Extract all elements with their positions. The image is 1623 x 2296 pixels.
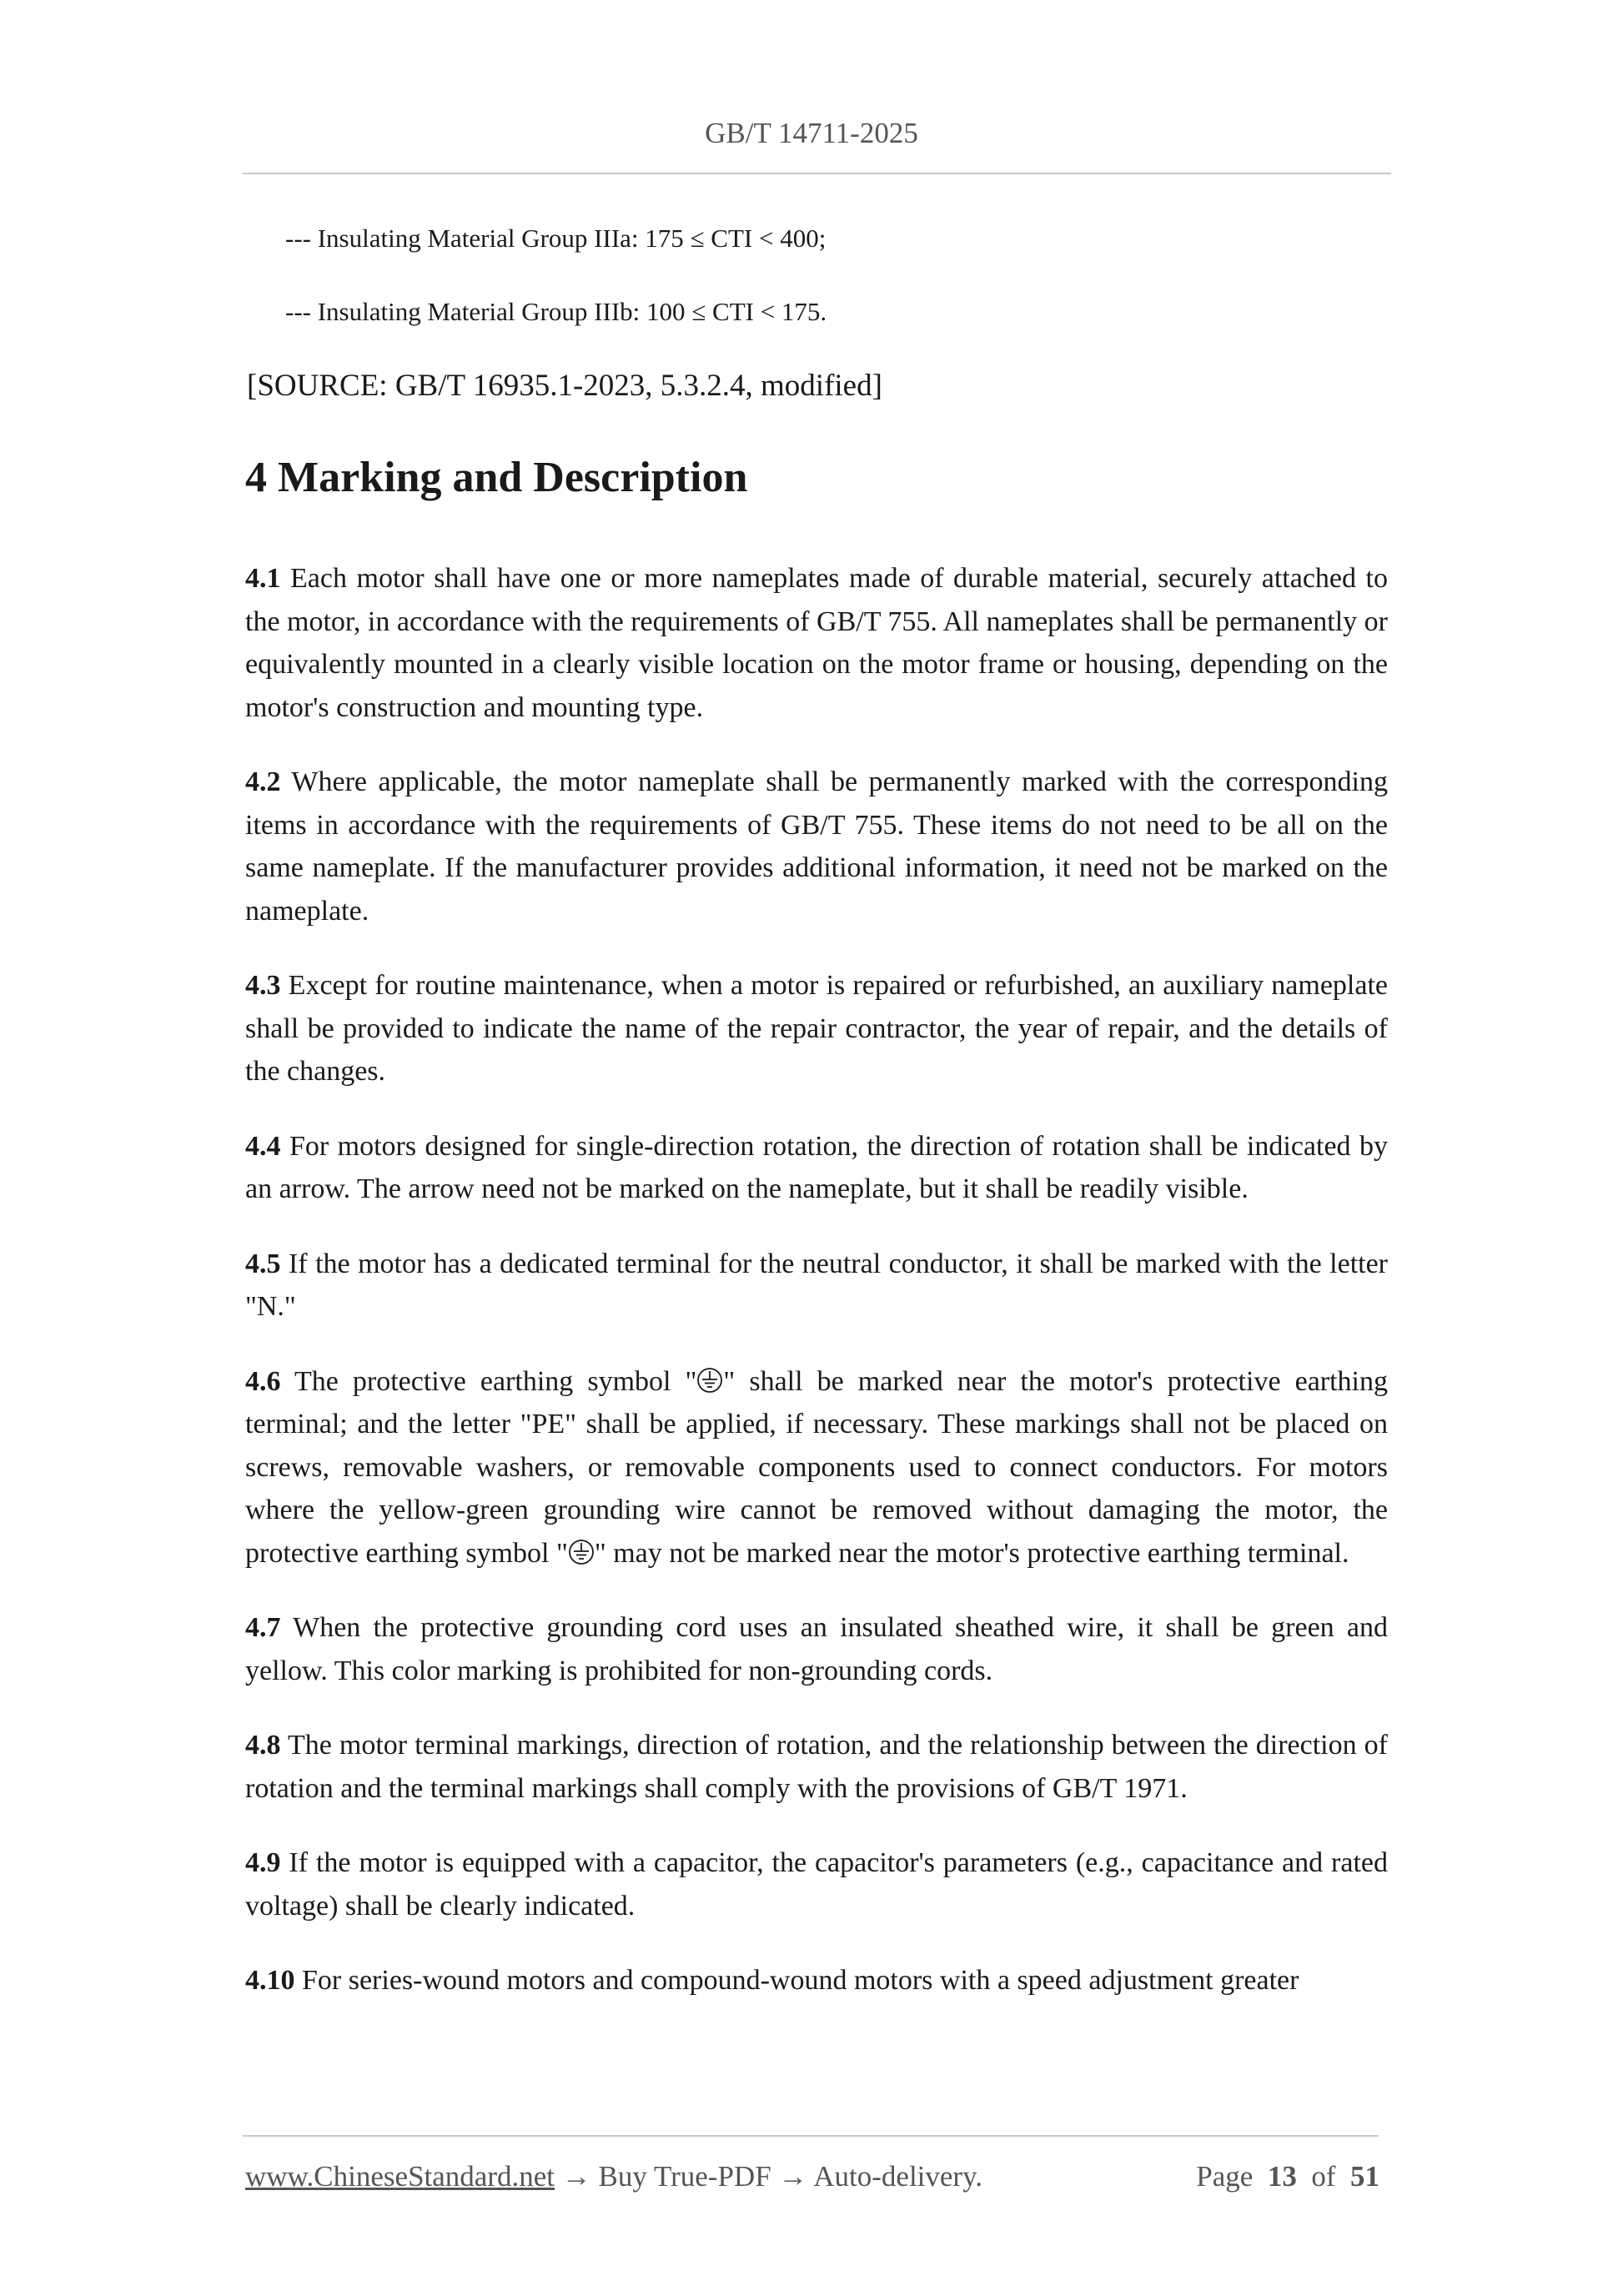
clause-4-8 xyxy=(245,1724,1388,1810)
clause-number: 4.4 xyxy=(245,1130,281,1162)
clause-text: If the motor is equipped with a capacitor, the capacitor's parameters (e.g., capacitance and rated voltage) shall be clearly indicated. xyxy=(245,1847,1388,1922)
list-item-group-iiia: --- Insulating Material Group IIIa: 175 ≤ CTI < 400; xyxy=(285,224,827,253)
arrow-icon: → xyxy=(555,2160,599,2193)
source-citation: [SOURCE: GB/T 16935.1-2023, 5.3.2.4, modified] xyxy=(247,369,882,403)
page-indicator xyxy=(1196,2160,1379,2193)
clause-4-7 xyxy=(245,1606,1388,1692)
arrow-icon: → xyxy=(771,2160,814,2193)
of-label: of xyxy=(1311,2160,1336,2193)
page-header: GB/T 14711-2025 xyxy=(705,117,918,149)
section-heading: 4 Marking and Description xyxy=(245,454,748,501)
clause-4-6 xyxy=(245,1360,1388,1575)
clause-text: The motor terminal markings, direction of rotation, and the relationship between the direction of rotation and the terminal markings shall comply with the provisions of GB/T 1971. xyxy=(245,1730,1388,1804)
clause-number: 4.10 xyxy=(245,1965,295,1996)
clause-4-9 xyxy=(245,1841,1388,1927)
clause-4-2 xyxy=(245,761,1388,932)
clause-number: 4.9 xyxy=(245,1847,281,1878)
clause-number: 4.3 xyxy=(245,970,281,1001)
protective-earth-icon xyxy=(696,1367,723,1394)
page-label: Page xyxy=(1196,2160,1254,2193)
clause-text: Each motor shall have one or more nameplates made of durable material, securely attached to the motor, in accordance with the requirements of GB/T 755. All nameplates shall be permanently or equivalently mounted in a clearly visible location on the motor frame or housing, depending on the motor's construction and mounting type. xyxy=(245,563,1388,723)
clause-text: Except for routine maintenance, when a motor is repaired or refurbished, an auxiliary nameplate shall be provided to indicate the name of the repair contractor, the year of repair, and the details of the changes. xyxy=(245,970,1388,1087)
clause-number: 4.2 xyxy=(245,766,281,797)
clause-text: If the motor has a dedicated terminal for the neutral conductor, it shall be marked with the letter "N." xyxy=(245,1248,1388,1322)
page-number: 13 xyxy=(1267,2160,1297,2193)
total-pages: 51 xyxy=(1350,2160,1379,2193)
clause-4-4 xyxy=(245,1125,1388,1211)
page-content xyxy=(245,219,1388,2034)
header-divider xyxy=(243,173,1391,174)
clause-text: For series-wound motors and compound-wound motors with a speed adjustment greater xyxy=(294,1965,1299,1996)
clause-4-10 xyxy=(245,1959,1388,2002)
clause-number: 4.6 xyxy=(245,1365,281,1397)
delivery-text: Auto-delivery. xyxy=(813,2160,983,2193)
protective-earth-icon xyxy=(568,1539,595,1565)
clause-4-3 xyxy=(245,964,1388,1093)
clause-number: 4.1 xyxy=(245,563,281,594)
clause-text: For motors designed for single-direction rotation, the direction of rotation shall be indicated by an arrow. The arrow need not be marked on the nameplate, but it shall be readily visible. xyxy=(245,1130,1388,1204)
clause-number: 4.7 xyxy=(245,1612,281,1643)
clause-text-part2: " shall be marked near the motor's protective earthing terminal; and the letter "PE" shall be applied, if necessary. These markings shall not be placed on screws, removable washers, or removable components used to connect conductors. For motors where the yellow-green grounding wire cannot be removed without damaging the motor, the protective earthing symbol " xyxy=(245,1365,1389,1569)
clause-text: When the protective grounding cord uses an insulated sheathed wire, it shall be green and yellow. This color marking is prohibited for non-grounding cords. xyxy=(245,1612,1388,1686)
clause-number: 4.5 xyxy=(245,1248,281,1279)
footer-divider xyxy=(243,2135,1379,2137)
footer-promo xyxy=(245,2160,982,2193)
list-item-group-iiib: --- Insulating Material Group IIIb: 100 ≤ CTI < 175. xyxy=(285,297,827,326)
clause-text: Where applicable, the motor nameplate shall be permanently marked with the corresponding items in accordance with the requirements of GB/T 755. These items do not need to be all on the same nameplate. If the manufacturer provides additional information, it need not be marked on the nameplate. xyxy=(245,766,1388,927)
clause-4-5 xyxy=(245,1243,1388,1329)
clause-number: 4.8 xyxy=(245,1730,281,1761)
buy-text: Buy True-PDF xyxy=(598,2160,771,2193)
site-link[interactable]: www.ChineseStandard.net xyxy=(245,2160,555,2193)
clause-text-part1: The protective earthing symbol " xyxy=(280,1365,697,1397)
clause-text-part3: " may not be marked near the motor's protective earthing terminal. xyxy=(594,1537,1349,1569)
clause-4-1 xyxy=(245,557,1388,729)
